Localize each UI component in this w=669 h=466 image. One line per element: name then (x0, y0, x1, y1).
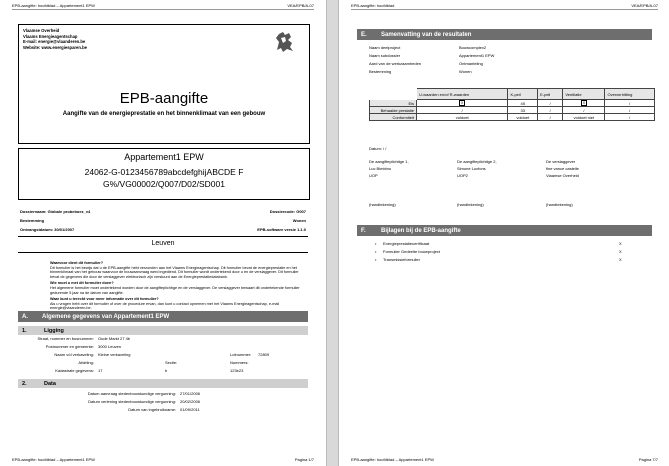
intro-answer: Het algemene formulier moet ondertekend worden door de aangifteplichtige en de verslaggever. De verslaggever bewaart dit ondertekende formulier gedurende 5 jaar na de datum van aangifte. (50, 285, 300, 295)
meta-row (20, 218, 306, 223)
row-label: Eis (370, 100, 417, 107)
intro-question: Waarvoor dient dit formulier? (50, 261, 104, 265)
intro-answer: Als u vragen hebt over dit formulier of over de procedure ervan, dan kunt u contact opnemen met het Vlaams Energieagentschap, e-mail energie@vlaanderen.be. (50, 301, 280, 311)
table-cell: / (605, 114, 655, 121)
project-code-1: 24062-G-0123456789abcdefghijABCDE F (84, 167, 244, 177)
field-label: Naam v/d verkaveling: (54, 352, 94, 357)
summary-value: Bouwcomplex2 (459, 45, 487, 50)
summary-label: Aard van de werkzaamheden (369, 61, 422, 66)
meta-label: Bestemming (20, 218, 45, 223)
page-number: Pagina 1/7 (294, 457, 314, 462)
signer-name: Luc Bimbino (369, 166, 392, 171)
footer-left: EPB-aangifte: hoofdblad – Appartement1 EPW (12, 457, 95, 462)
field-label: Postnummer en gemeente: (45, 344, 94, 349)
table-cell: / (605, 100, 655, 107)
agency-line: E-mail: energie@vlaanderen.be (23, 39, 86, 45)
section-f-bar (357, 225, 652, 236)
subsection-ligging-bar (18, 326, 308, 335)
meta-label: Dossiernaam: Globale probeboez_v4 (20, 209, 91, 214)
section-number: A. (22, 313, 28, 320)
footer-left: EPB-aangifte: hoofdblad – Appartement1 EPW (351, 457, 434, 462)
table-cell: / (538, 100, 563, 107)
bullet-icon: • (375, 241, 377, 246)
table-cell: / (417, 107, 508, 114)
page-number: Pagina 7/7 (638, 457, 658, 462)
section-title: Algemene gegevens van Appartement1 EPW (42, 313, 170, 320)
attachment-label: Energieprestatiecertificaat (383, 241, 430, 246)
table-cell: voldoet (417, 114, 508, 121)
intro-answer: Dit formulier is het bewijs dat u de EPB-aangifte hebt verzonden aan het Vlaams Energieagentschap. Dit formulier bevat de energieprestatie en het binnenklimaat van het gebouw waarvoor de bouwaanvraag werd ingediend. Dit formulier wordt ondertekend door u en de verslaggever. Dit formulier bevat de gegevens die door de verslaggever elektronisch zijn verstuurd aan de Energieprestatiedatabank. (50, 265, 299, 279)
table-cell: 45 (508, 100, 538, 107)
field-value: 3000 Leuven (98, 344, 122, 349)
table-header: U-waarden en/of R-waarden (417, 89, 508, 100)
summary-label: Bestemming (369, 69, 392, 74)
summary-value: Ontmanteling (459, 61, 483, 66)
table-cell: / (538, 114, 563, 121)
meta-row (20, 209, 306, 214)
signer-role: De aangifteplichtige 2, (457, 159, 497, 164)
checkbox-icon: X (461, 101, 464, 105)
flemish-lion-logo-icon (271, 28, 299, 54)
attachment-label: Transmissieformulier (383, 257, 420, 262)
page-1 (0, 0, 327, 466)
row-label: Behaalde prestatie (370, 107, 417, 114)
page-7 (338, 0, 669, 466)
subsection-data-bar (18, 379, 308, 388)
signer-org: UOP2 (457, 173, 468, 178)
signer-role: De verslaggever (546, 159, 576, 164)
section-title: Samenvatting van de resultaten (381, 31, 472, 38)
table-header: Ventilatie (563, 89, 605, 100)
table-header: K-peil (508, 89, 538, 100)
header-right: VEA/EPB/A-07 (631, 3, 658, 8)
field-value: 01/09/2011 (180, 407, 200, 412)
section-title: Bijlagen bij de EPB-aangifte (381, 227, 461, 234)
field-value: 17 (98, 368, 103, 373)
field-label: Datum verlening stedenbouwkundige vergunning: (88, 399, 176, 404)
field-value: Oude Markt 27 4b (98, 336, 131, 341)
signature-placeholder: (handtekening) (457, 202, 484, 207)
results-table (369, 88, 655, 121)
intro-question: Waar kunt u terecht voor meer informatie over dit formulier? (50, 297, 159, 302)
signature-placeholder: (handtekening) (369, 202, 396, 207)
agency-line: Website: www.energiesparen.be (23, 44, 87, 50)
date-label: Datum: / / (369, 146, 387, 151)
title-box (18, 24, 310, 144)
table-header: Oververhitting (605, 89, 655, 100)
field-value: Kleine verkaveling (98, 352, 131, 357)
signer-name: Simone Luxfons (457, 166, 486, 171)
bullet-icon: • (375, 257, 377, 262)
table-cell: voldoet niet (563, 114, 605, 121)
page-header (12, 3, 314, 10)
table-row (370, 107, 655, 114)
field-label: Nummers: (230, 360, 249, 365)
subsection-title: Data (44, 380, 56, 387)
table-row (370, 114, 655, 121)
checkbox-icon: X (582, 101, 586, 105)
project-code-2: G%/VG00002/Q007/D02/SD001 (103, 179, 225, 189)
table-cell: / (538, 107, 563, 114)
field-label: Datum van ingebruikname: (128, 407, 176, 412)
intro-question: Wie moet u met dit formulier doen? (50, 281, 114, 286)
attachment-label: Formulier Gedeelte bouwproject (383, 249, 440, 254)
field-label: Datum aanvraag stedenbouwkundige vergunning: (87, 391, 176, 396)
signer-role: De aangifteplichtige 1, (369, 159, 409, 164)
agency-line: Vlaams Energieagentschap (23, 33, 78, 39)
table-cell: / (605, 107, 655, 114)
agency-line: Vlaamse Overheid (23, 28, 60, 33)
attachment-mark: X (619, 241, 622, 246)
attachment-mark: X (619, 257, 622, 262)
table-header (370, 89, 417, 100)
subsection-number: 2. (22, 380, 27, 387)
signer-3 (546, 158, 579, 179)
table-cell: / (563, 107, 605, 114)
meta-value: EPB-software versie 1.1.0 (257, 227, 306, 232)
summary-value: Wonen (459, 69, 472, 74)
meta-value: Dossiercode: G007 (269, 209, 306, 214)
field-value: 123e23 (230, 368, 244, 373)
section-a-bar (18, 311, 308, 322)
header-left: EPB-aangifte: hoofdblad – Appartement1 EPW (12, 3, 95, 8)
signer-org: Vlaamse Overheid (546, 173, 579, 178)
document-subtitle: Aangifte van de energieprestatie en het binnenklimaat van een gebouw (62, 111, 266, 117)
section-e-bar (357, 29, 652, 40)
header-right: VEA/EPB/A-07 (287, 3, 314, 8)
table-cell: 33 (508, 107, 538, 114)
subsection-number: 1. (22, 327, 27, 334)
table-cell: voldoet (508, 114, 538, 121)
bullet-icon: • (375, 249, 377, 254)
project-name: Appartement1 EPW (124, 152, 204, 162)
field-value: 20/02/2006 (180, 399, 201, 404)
attachment-mark: X (619, 249, 622, 254)
field-label: Straat, nummer en busnummer: (37, 336, 94, 341)
city: Leuven (151, 240, 175, 247)
header-left: EPB-aangifte: hoofdblad (351, 3, 395, 8)
agency-block (23, 28, 87, 50)
meta-value: Wonen (292, 218, 306, 223)
field-value: 72809 (258, 352, 270, 357)
signer-name: fine vance castelle (546, 166, 579, 171)
page-footer (351, 457, 658, 462)
section-number: F. (361, 227, 366, 234)
signer-2 (457, 158, 497, 179)
document-title: EPB-aangifte (119, 90, 209, 107)
signer-1 (369, 158, 409, 179)
meta-row (20, 227, 306, 232)
field-label: Sectie: (165, 360, 178, 365)
summary-label: Naam deelproject (369, 45, 401, 50)
signature-placeholder: (handtekening) (546, 202, 573, 207)
divider (18, 252, 308, 253)
table-row (370, 100, 655, 107)
subsection-title: Ligging (44, 327, 64, 334)
page-footer (12, 457, 314, 462)
table-header-row (370, 89, 655, 100)
summary-label: Naam subdossier (369, 53, 401, 58)
field-value: b (165, 368, 168, 373)
section-number: E. (361, 31, 367, 38)
summary-value: Appartement1 EPW (459, 53, 495, 58)
intro-text (50, 261, 308, 313)
table-header: E-peil (538, 89, 563, 100)
field-value: 27/01/2006 (180, 391, 201, 396)
row-label: Conformiteit (370, 114, 417, 121)
meta-label: Ontvangstdatum: 30/01/2007 (20, 227, 75, 232)
signer-org: UOP (369, 173, 378, 178)
project-box (18, 148, 310, 200)
divider (18, 236, 308, 237)
field-label: Afdeling: (78, 360, 94, 365)
page-header (351, 3, 658, 10)
field-label: Lotnummer: (230, 352, 252, 357)
field-label: Kadastrale gegevens: (55, 368, 94, 373)
